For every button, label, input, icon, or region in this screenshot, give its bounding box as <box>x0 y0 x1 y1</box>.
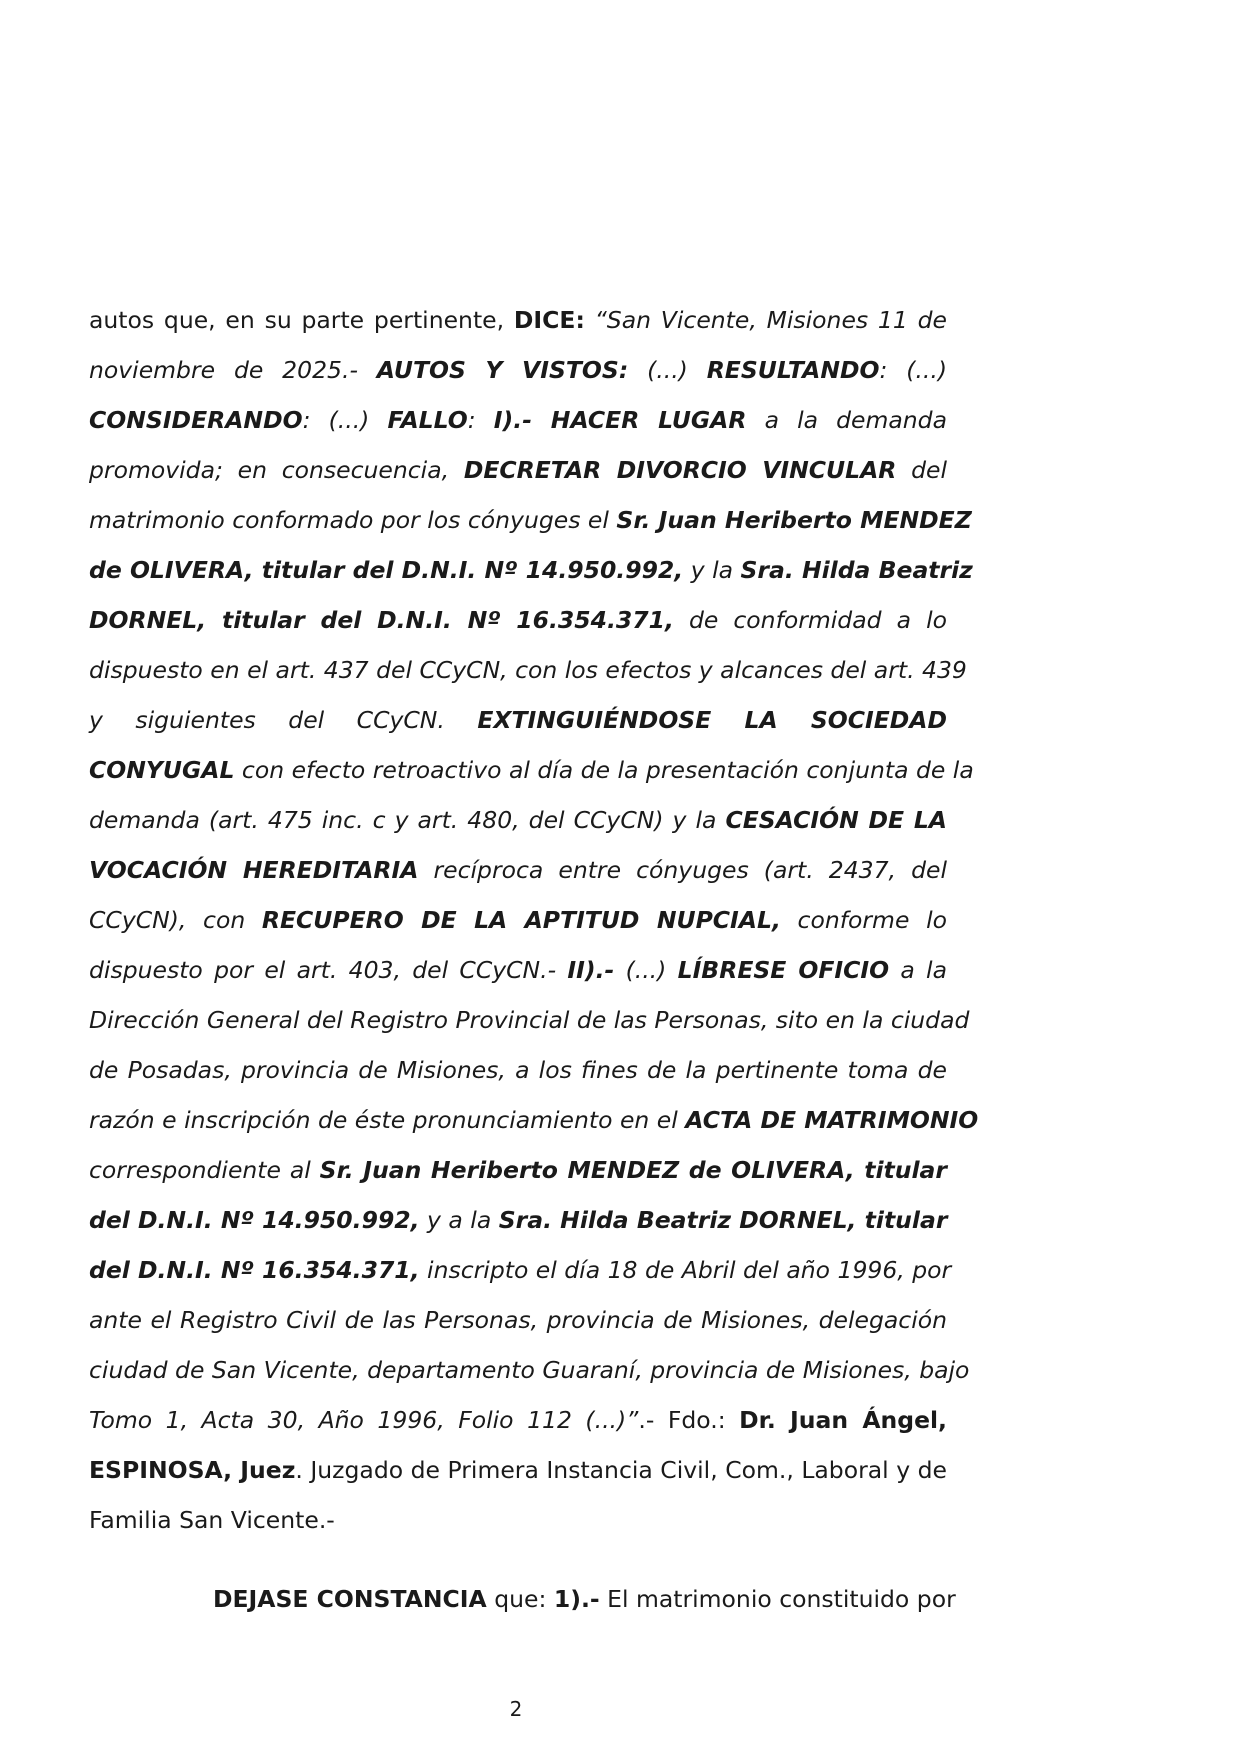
text-run: : <box>467 406 494 434</box>
text-run: El matrimonio constituido por <box>599 1585 956 1613</box>
text-run: AUTOS Y VISTOS: <box>376 356 629 384</box>
text-run: Sr. Juan Heriberto MENDEZ <box>616 506 972 534</box>
text-line <box>89 1255 952 1285</box>
text-line <box>89 1005 970 1035</box>
text-line <box>89 1105 979 1135</box>
text-run: de OLIVERA, titular del D.N.I. Nº 14.950.992, <box>89 556 684 584</box>
text-run: DEJASE CONSTANCIA <box>213 1585 487 1613</box>
text-line <box>89 355 947 385</box>
text-run: DECRETAR DIVORCIO VINCULAR <box>463 456 897 484</box>
text-run: CESACIÓN DE LA <box>725 806 947 834</box>
text-run: ESPINOSA, Juez <box>89 1456 296 1484</box>
text-run: con efecto retroactivo al día de la presentación conjunta de la <box>234 756 974 784</box>
text-line <box>89 705 947 735</box>
text-line <box>89 305 947 335</box>
text-run: . Juzgado de Primera Instancia Civil, Com., Laboral y de <box>295 1456 947 1484</box>
text-run: 1).- <box>553 1585 600 1613</box>
text-run: CONSIDERANDO <box>89 406 303 434</box>
text-run: correspondiente al <box>89 1156 320 1184</box>
text-run: I).- HACER LUGAR <box>493 406 747 434</box>
text-line <box>89 755 974 785</box>
text-run: a la demanda <box>746 406 947 434</box>
text-run: y siguientes del CCyCN. <box>89 706 478 734</box>
text-run: inscripto el día 18 de Abril del año 1996, por <box>419 1256 952 1284</box>
text-run: razón e inscripción de éste pronunciamiento en el <box>89 1106 686 1134</box>
text-run: LÍBRESE OFICIO <box>677 956 890 984</box>
text-run: a la <box>889 956 947 984</box>
text-line <box>89 1505 947 1535</box>
text-line <box>89 605 947 635</box>
text-line <box>89 455 947 485</box>
text-run: VOCACIÓN HEREDITARIA <box>89 856 419 884</box>
page-number: 2 <box>509 1697 523 1721</box>
text-run: ante el Registro Civil de las Personas, provincia de Misiones, delegación <box>89 1306 947 1334</box>
text-line <box>89 1055 947 1085</box>
text-run: : (...) <box>302 406 388 434</box>
text-run: CCyCN), con <box>89 906 262 934</box>
text-line <box>89 955 947 985</box>
text-run: II).- <box>567 956 615 984</box>
text-run: dispuesto por el art. 403, del CCyCN.- <box>89 956 568 984</box>
text-line <box>89 1155 947 1185</box>
text-run: noviembre de 2025.- <box>89 356 377 384</box>
text-run: que: <box>486 1585 554 1613</box>
text-run: Sr. Juan Heriberto MENDEZ de OLIVERA, titular <box>319 1156 947 1184</box>
text-line <box>89 655 967 685</box>
text-line <box>89 1205 947 1235</box>
text-line <box>89 1405 947 1435</box>
text-run: RECUPERO DE LA APTITUD NUPCIAL, <box>261 906 781 934</box>
text-run: CONYUGAL <box>89 756 235 784</box>
text-run: autos que, en su parte pertinente, <box>89 306 514 334</box>
text-line <box>89 555 973 585</box>
text-line <box>89 1355 970 1385</box>
text-run: Sra. Hilda Beatriz DORNEL, titular <box>498 1206 948 1234</box>
text-run: Tomo 1, Acta 30, Año 1996, Folio 112 (...)” <box>89 1406 639 1434</box>
text-run: ACTA DE MATRIMONIO <box>685 1106 979 1134</box>
text-line <box>89 405 947 435</box>
text-run: : (...) <box>879 356 947 384</box>
text-run: Dr. Juan Ángel, <box>739 1406 947 1434</box>
text-run: de Posadas, provincia de Misiones, a los fines de la pertinente toma de <box>89 1056 947 1084</box>
text-run: del <box>896 456 948 484</box>
text-run: y la <box>683 556 741 584</box>
text-run: .- Fdo.: <box>638 1406 740 1434</box>
text-line <box>89 905 947 935</box>
text-run: del D.N.I. Nº 16.354.371, <box>89 1256 420 1284</box>
text-line <box>89 1305 947 1335</box>
text-run: ciudad de San Vicente, departamento Guaraní, provincia de Misiones, bajo <box>89 1356 970 1384</box>
text-run: de conformidad a lo <box>673 606 947 634</box>
text-line <box>89 805 947 835</box>
text-run: conforme lo <box>780 906 947 934</box>
text-run: “San Vicente, Misiones 11 de <box>584 306 947 334</box>
text-run: y a la <box>419 1206 499 1234</box>
text-run: RESULTANDO <box>706 356 880 384</box>
text-run: FALLO <box>387 406 468 434</box>
text-run: DICE: <box>513 306 585 334</box>
text-run: EXTINGUIÉNDOSE LA SOCIEDAD <box>477 706 947 734</box>
text-line <box>89 1455 947 1485</box>
text-line <box>213 1584 956 1614</box>
text-line <box>89 855 947 885</box>
text-run: del D.N.I. Nº 14.950.992, <box>89 1206 420 1234</box>
text-run: (...) <box>614 956 678 984</box>
text-run: matrimonio conformado por los cónyuges el <box>89 506 617 534</box>
text-run: recíproca entre cónyuges (art. 2437, del <box>418 856 947 884</box>
text-run: Dirección General del Registro Provincial de las Personas, sito en la ciudad <box>89 1006 970 1034</box>
text-run: promovida; en consecuencia, <box>89 456 464 484</box>
text-run: (...) <box>628 356 707 384</box>
text-run: demanda (art. 475 inc. c y art. 480, del CCyCN) y la <box>89 806 726 834</box>
text-run: dispuesto en el art. 437 del CCyCN, con los efectos y alcances del art. 439 <box>89 656 967 684</box>
text-run: Sra. Hilda Beatriz <box>740 556 973 584</box>
text-line <box>89 505 972 535</box>
text-run: DORNEL, titular del D.N.I. Nº 16.354.371, <box>89 606 674 634</box>
text-run: Familia San Vicente.- <box>89 1506 335 1534</box>
